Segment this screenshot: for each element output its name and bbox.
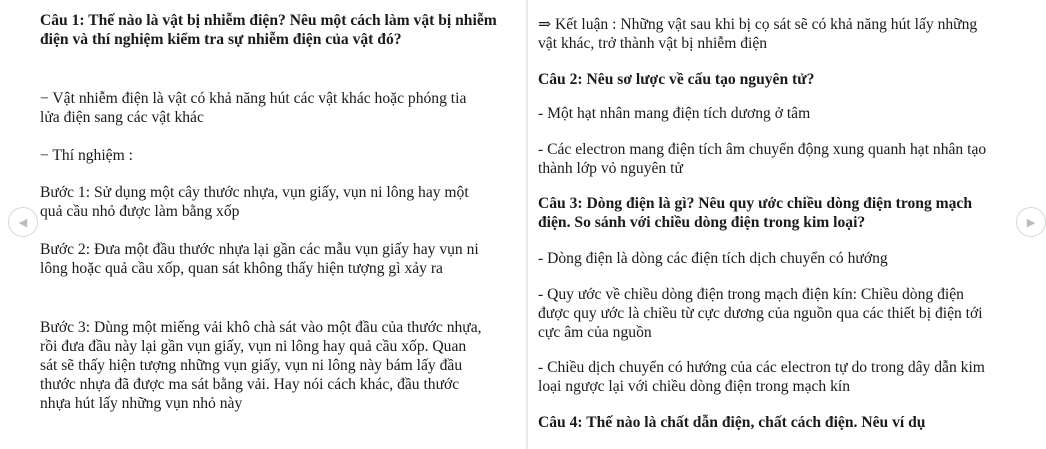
question-3-answer-2: - Quy ước về chiều dòng điện trong mạch điện kín: Chiều dòng điện được quy ước là chiều từ cực dương của nguồn qua các thiết bị điện tới cực âm của nguồn [538, 286, 983, 341]
previous-page-button[interactable] [8, 207, 38, 237]
question-2-answer-2: - Các electron mang điện tích âm chuyển động xung quanh hạt nhân tạo thành lớp vỏ nguyên tử [538, 141, 987, 177]
question-3-answer-3: - Chiều dịch chuyển có hướng của các electron tự do trong dây dẫn kim loại ngược lại với chiều dòng điện trong mạch kín [538, 359, 985, 395]
experiment-label: − Thí nghiệm : [40, 147, 133, 164]
document-page-left [40, 0, 516, 449]
question-3-heading: Câu 3: Dòng điện là gì? Nêu quy ước chiều dòng điện trong mạch điện. So sánh với chiều dòng điện trong kim loại? [538, 195, 973, 231]
definition-paragraph: − Vật nhiễm điện là vật có khả năng hút các vật khác hoặc phóng tia lửa điện sang các vật khác [40, 90, 467, 126]
question-3-answer-1: - Dòng điện là dòng các điện tích dịch chuyển có hướng [538, 250, 888, 267]
next-page-button[interactable] [1016, 207, 1046, 237]
question-2-answer-1: - Một hạt nhân mang điện tích dương ở tâm [538, 105, 811, 122]
step-3-paragraph: Bước 3: Dùng một miếng vải khô chà sát vào một đầu của thước nhựa, rồi đưa đầu này lại gần vụn giấy, vụn ni lông hay quả cầu xốp. Quan sát sẽ thấy hiện tượng những vụn giấy, vụn ni lông này bám lấy đầu thước nhựa đã được ma sát bằng vải. Hay nói cách khác, đầu thước nhựa hút lấy những vụn nhỏ này [40, 319, 482, 412]
question-1-heading: Câu 1: Thế nào là vật bị nhiễm điện? Nêu một cách làm vật bị nhiễm điện và thí nghiệm kiểm tra sự nhiễm điện của vật đó? [40, 12, 497, 48]
question-4-heading: Câu 4: Thế nào là chất dẫn điện, chất cách điện. Nêu ví dụ [538, 414, 926, 431]
chevron-right-icon: ▶ [1026, 215, 1036, 229]
step-2-paragraph: Bước 2: Đưa một đầu thước nhựa lại gần các mẫu vụn giấy hay vụn ni lông hoặc quả cầu xốp, quan sát không thấy hiện tượng gì xảy ra [40, 241, 479, 277]
question-2-heading: Câu 2: Nêu sơ lược về cấu tạo nguyên tử? [538, 71, 815, 88]
page-divider [526, 0, 528, 449]
conclusion-paragraph: ⇒ Kết luận : Những vật sau khi bị cọ sát sẽ có khả năng hút lấy những vật khác, trở thành vật bị nhiễm điện [538, 16, 978, 52]
document-page-right [538, 0, 1014, 449]
step-1-paragraph: Bước 1: Sử dụng một cây thước nhựa, vụn giấy, vụn ni lông hay một quả cầu nhỏ được làm bằng xốp [40, 184, 469, 220]
chevron-left-icon: ◀ [18, 215, 28, 229]
